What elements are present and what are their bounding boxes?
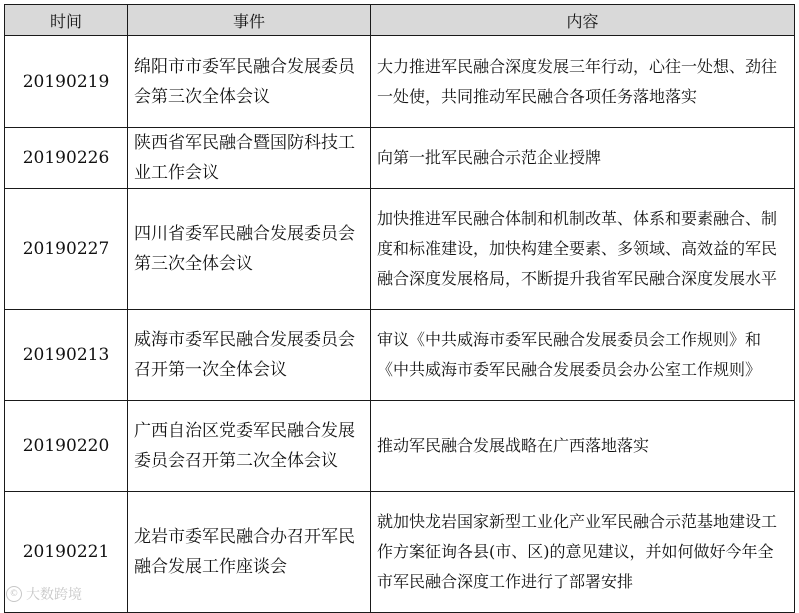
cell-date: 20190220 bbox=[5, 401, 128, 492]
cell-date: 20190213 bbox=[5, 310, 128, 401]
cell-content: 推动军民融合发展战略在广西落地落实 bbox=[371, 401, 795, 492]
cell-date: 20190227 bbox=[5, 189, 128, 310]
events-table bbox=[4, 4, 795, 613]
cell-date: 20190221 bbox=[5, 492, 128, 613]
cell-event: 四川省委军民融合发展委员会第三次全体会议 bbox=[128, 189, 371, 310]
cell-content: 审议《中共威海市委军民融合发展委员会工作规则》和《中共威海市委军民融合发展委员会办公室工作规则》 bbox=[371, 310, 795, 401]
table-header-row bbox=[5, 5, 795, 36]
copyright-icon: © bbox=[6, 586, 22, 602]
cell-content: 加快推进军民融合体制和机制改革、体系和要素融合、制度和标准建设，加快构建全要素、多领域、高效益的军民融合深度发展格局，不断提升我省军民融合深度发展水平 bbox=[371, 189, 795, 310]
table-row bbox=[5, 189, 795, 310]
watermark bbox=[6, 584, 82, 604]
watermark-text: 大数跨境 bbox=[26, 587, 82, 603]
table-row bbox=[5, 492, 795, 613]
cell-event: 广西自治区党委军民融合发展委员会召开第二次全体会议 bbox=[128, 401, 371, 492]
cell-date: 20190226 bbox=[5, 128, 128, 189]
cell-event: 威海市委军民融合发展委员会召开第一次全体会议 bbox=[128, 310, 371, 401]
cell-date: 20190219 bbox=[5, 36, 128, 128]
header-date: 时间 bbox=[5, 5, 128, 36]
cell-content: 大力推进军民融合深度发展三年行动，心往一处想、劲往一处使，共同推动军民融合各项任务落地落实 bbox=[371, 36, 795, 128]
table-row bbox=[5, 36, 795, 128]
cell-content: 就加快龙岩国家新型工业化产业军民融合示范基地建设工作方案征询各县(市、区)的意见建议，并如何做好今年全市军民融合深度工作进行了部署安排 bbox=[371, 492, 795, 613]
cell-event: 陕西省军民融合暨国防科技工业工作会议 bbox=[128, 128, 371, 189]
header-content: 内容 bbox=[371, 5, 795, 36]
cell-content: 向第一批军民融合示范企业授牌 bbox=[371, 128, 795, 189]
table-row bbox=[5, 401, 795, 492]
cell-event: 龙岩市委军民融合办召开军民融合发展工作座谈会 bbox=[128, 492, 371, 613]
table-row bbox=[5, 310, 795, 401]
header-event: 事件 bbox=[128, 5, 371, 36]
cell-event: 绵阳市市委军民融合发展委员会第三次全体会议 bbox=[128, 36, 371, 128]
table-row bbox=[5, 128, 795, 189]
